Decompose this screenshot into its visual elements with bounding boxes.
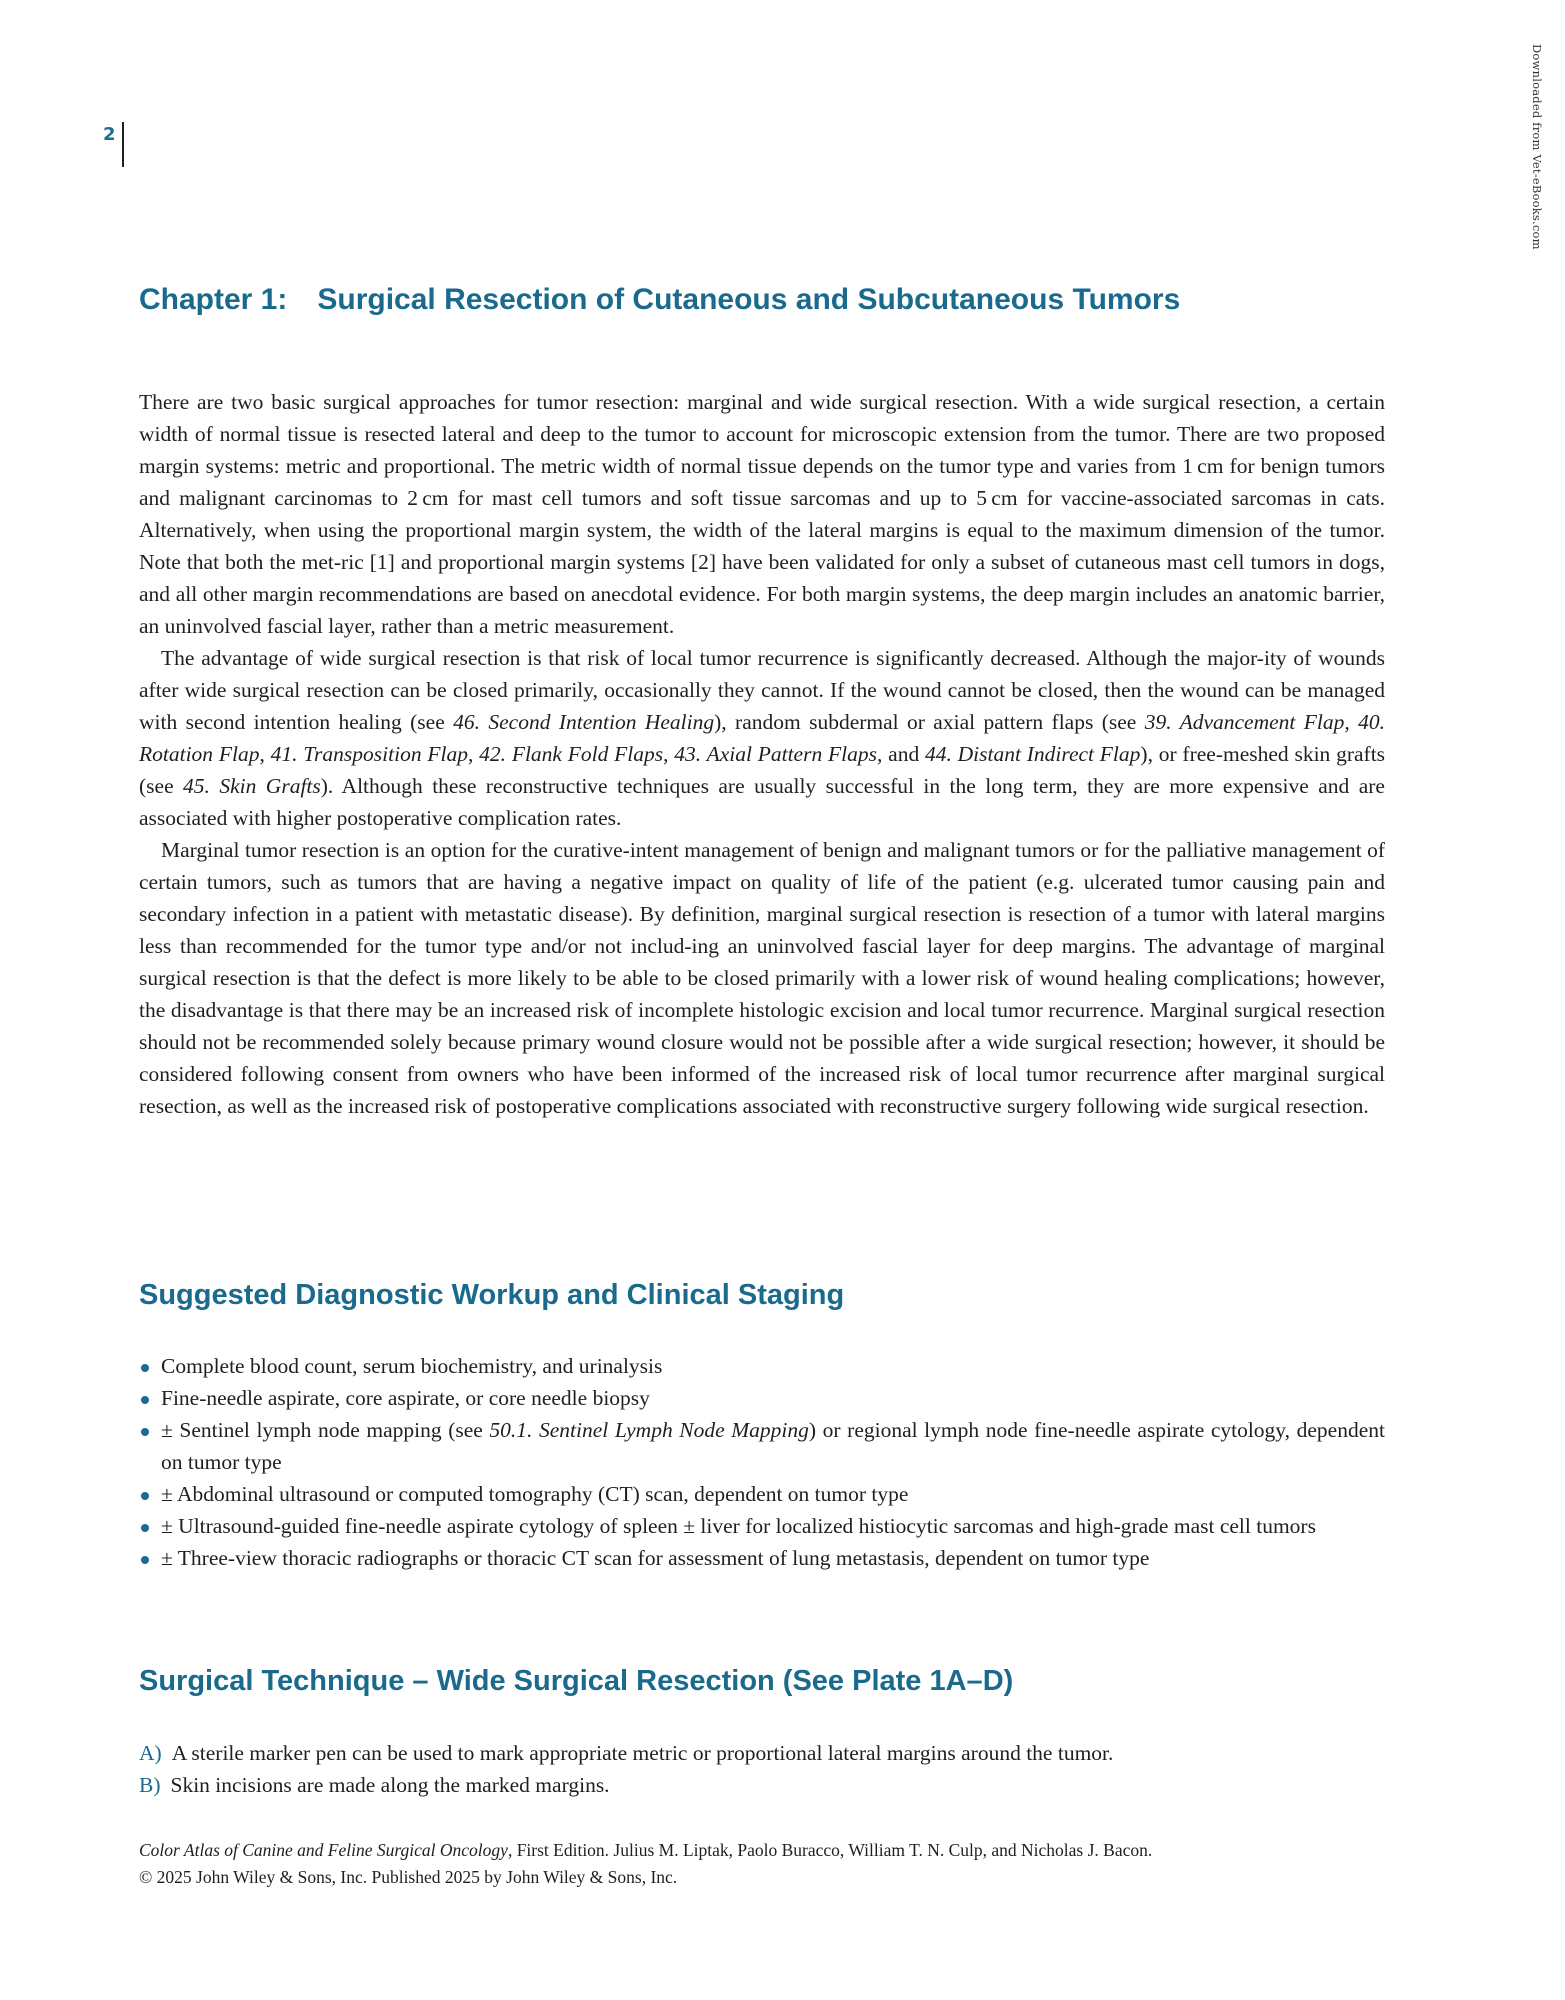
text-run: , bbox=[663, 742, 675, 766]
step-letter: A) bbox=[139, 1741, 162, 1765]
cross-reference: 41. Transposition Flap bbox=[270, 742, 468, 766]
text-run: ± Abdominal ultrasound or computed tomography (CT) scan, dependent on tumor type bbox=[161, 1482, 909, 1506]
chapter-heading bbox=[139, 283, 1180, 317]
workup-heading: Suggested Diagnostic Workup and Clinical Staging bbox=[139, 1279, 845, 1311]
body-paragraph bbox=[139, 386, 1385, 642]
bullet-icon bbox=[141, 1556, 149, 1564]
text-run: ± Three-view thoracic radiographs or thoracic CT scan for assessment of lung metastasis, dependent on tumor type bbox=[161, 1546, 1150, 1570]
chapter-title: Surgical Resection of Cutaneous and Subcutaneous Tumors bbox=[317, 283, 1181, 316]
text-run: , and bbox=[876, 742, 925, 766]
page-number-rule bbox=[122, 122, 124, 167]
technique-heading: Surgical Technique – Wide Surgical Resection (See Plate 1A–D) bbox=[139, 1665, 1014, 1697]
text-run: The advantage of wide surgical resection is that risk of local tumor recurrence is significantly decreased. Although the major-ity of wounds after wide surgical resection can be closed primarily, occasionally they cannot. If the wound cannot be closed, then the wound can be managed with second intention healing (see bbox=[139, 646, 1385, 734]
footer-citation-line bbox=[139, 1837, 1439, 1864]
cross-reference: 43. Axial Pattern Flaps bbox=[674, 742, 877, 766]
bullet-icon bbox=[141, 1524, 149, 1532]
body-paragraph bbox=[139, 642, 1385, 834]
copyright-footer bbox=[139, 1837, 1439, 1891]
text-run: , bbox=[467, 742, 480, 766]
bullet-icon bbox=[141, 1492, 149, 1500]
workup-item bbox=[139, 1350, 1385, 1382]
footer-copyright-line: © 2025 John Wiley & Sons, Inc. Published 2025 by John Wiley & Sons, Inc. bbox=[139, 1867, 678, 1887]
text-run: ). Although these reconstructive techniques are usually successful in the long term, they are more expensive and are associated with higher postoperative complication rates. bbox=[139, 774, 1385, 830]
text-run: ), or free-meshed skin grafts (see bbox=[139, 742, 1386, 798]
workup-item bbox=[139, 1414, 1385, 1478]
bullet-icon bbox=[141, 1364, 149, 1372]
text-run: Fine-needle aspirate, core aspirate, or core needle biopsy bbox=[161, 1386, 650, 1410]
workup-list bbox=[139, 1350, 1385, 1574]
page-number: 2 bbox=[103, 124, 116, 145]
footer-citation-rest: , First Edition. Julius M. Liptak, Paolo Buracco, William T. N. Culp, and Nicholas J. Bacon. bbox=[507, 1840, 1153, 1860]
workup-item bbox=[139, 1510, 1385, 1542]
text-run: , bbox=[1344, 710, 1359, 734]
footer-book-title: Color Atlas of Canine and Feline Surgical Oncology bbox=[139, 1840, 508, 1860]
cross-reference: 42. Flank Fold Flaps bbox=[479, 742, 664, 766]
technique-step bbox=[139, 1769, 1385, 1801]
text-run: ± Sentinel lymph node mapping (see bbox=[161, 1418, 490, 1442]
cross-reference: 46. Second Intention Healing bbox=[453, 710, 715, 734]
text-run: ± Ultrasound-guided fine-needle aspirate cytology of spleen ± liver for localized histiocytic sarcomas and high-grade mast cell tumors bbox=[161, 1514, 1316, 1538]
workup-item bbox=[139, 1478, 1385, 1510]
download-source-note: Downloaded from Vet-eBooks.com bbox=[1530, 44, 1544, 250]
text-run: ) or regional lymph node fine-needle aspirate cytology, dependent on tumor type bbox=[161, 1418, 1385, 1474]
text-run: There are two basic surgical approaches for tumor resection: marginal and wide surgical resection. With a wide surgical resection, a certain width of normal tissue is resected lateral and deep to the tumor to account for microscopic extension from the tumor. There are two proposed margin systems: metric and proportional. The metric width of normal tissue depends on the tumor type and varies from 1 cm for benign tumors and malignant carcinomas to 2 cm for mast cell tumors and soft tissue sarcomas and up to 5 cm for vaccine-associated sarcomas in cats. Alternatively, when using the proportional margin system, the width of the lateral margins is equal to the maximum dimension of the tumor. Note that both the met-ric [1] and proportional margin systems [2] have been validated for only a subset of cutaneous mast cell tumors in dogs, and all other margin recommendations are based on anecdotal evidence. For both margin systems, the deep margin includes an anatomic barrier, an uninvolved fascial layer, rather than a metric measurement. bbox=[139, 390, 1385, 638]
cross-reference: 45. Skin Grafts bbox=[183, 774, 321, 798]
bullet-icon bbox=[141, 1396, 149, 1404]
step-letter: B) bbox=[139, 1773, 161, 1797]
bullet-icon bbox=[141, 1428, 149, 1436]
intro-text bbox=[139, 386, 1385, 1122]
workup-item bbox=[139, 1382, 1385, 1414]
technique-steps bbox=[139, 1737, 1385, 1801]
text-run: ), random subdermal or axial pattern flaps (see bbox=[714, 710, 1145, 734]
step-text: A sterile marker pen can be used to mark appropriate metric or proportional lateral margins around the tumor. bbox=[171, 1741, 1114, 1765]
text-run: Complete blood count, serum biochemistry, and urinalysis bbox=[161, 1354, 663, 1378]
chapter-label: Chapter 1: bbox=[139, 283, 288, 316]
workup-item bbox=[139, 1542, 1385, 1574]
cross-reference: 40. Rotation Flap bbox=[139, 710, 1385, 766]
text-run: , bbox=[259, 742, 271, 766]
cross-reference: 50.1. Sentinel Lymph Node Mapping bbox=[489, 1418, 809, 1442]
cross-reference: 44. Distant Indirect Flap bbox=[924, 742, 1141, 766]
text-run: Marginal tumor resection is an option for the curative-intent management of benign and malignant tumors or for the palliative management of certain tumors, such as tumors that are having a negative impact on quality of life of the patient (e.g. ulcerated tumor causing pain and secondary infection in a patient with metastatic disease). By definition, marginal surgical resection is resection of a tumor with lateral margins less than recommended for the tumor type and/or not includ-ing an uninvolved fascial layer for deep margins. The advantage of marginal surgical resection is that the defect is more likely to be able to be closed primarily with a lower risk of wound healing complications; however, the disadvantage is that there may be an increased risk of incomplete histologic excision and local tumor recurrence. Marginal surgical resection should not be recommended solely because primary wound closure would not be possible after a wide surgical resection; however, it should be considered following consent from owners who have been informed of the increased risk of local tumor recurrence after marginal surgical resection, as well as the increased risk of postoperative complications associated with reconstructive surgery following wide surgical resection. bbox=[139, 838, 1385, 1118]
step-text: Skin incisions are made along the marked margins. bbox=[170, 1773, 610, 1797]
cross-reference: 39. Advancement Flap bbox=[1144, 710, 1345, 734]
body-paragraph bbox=[139, 834, 1385, 1122]
technique-step bbox=[139, 1737, 1385, 1769]
